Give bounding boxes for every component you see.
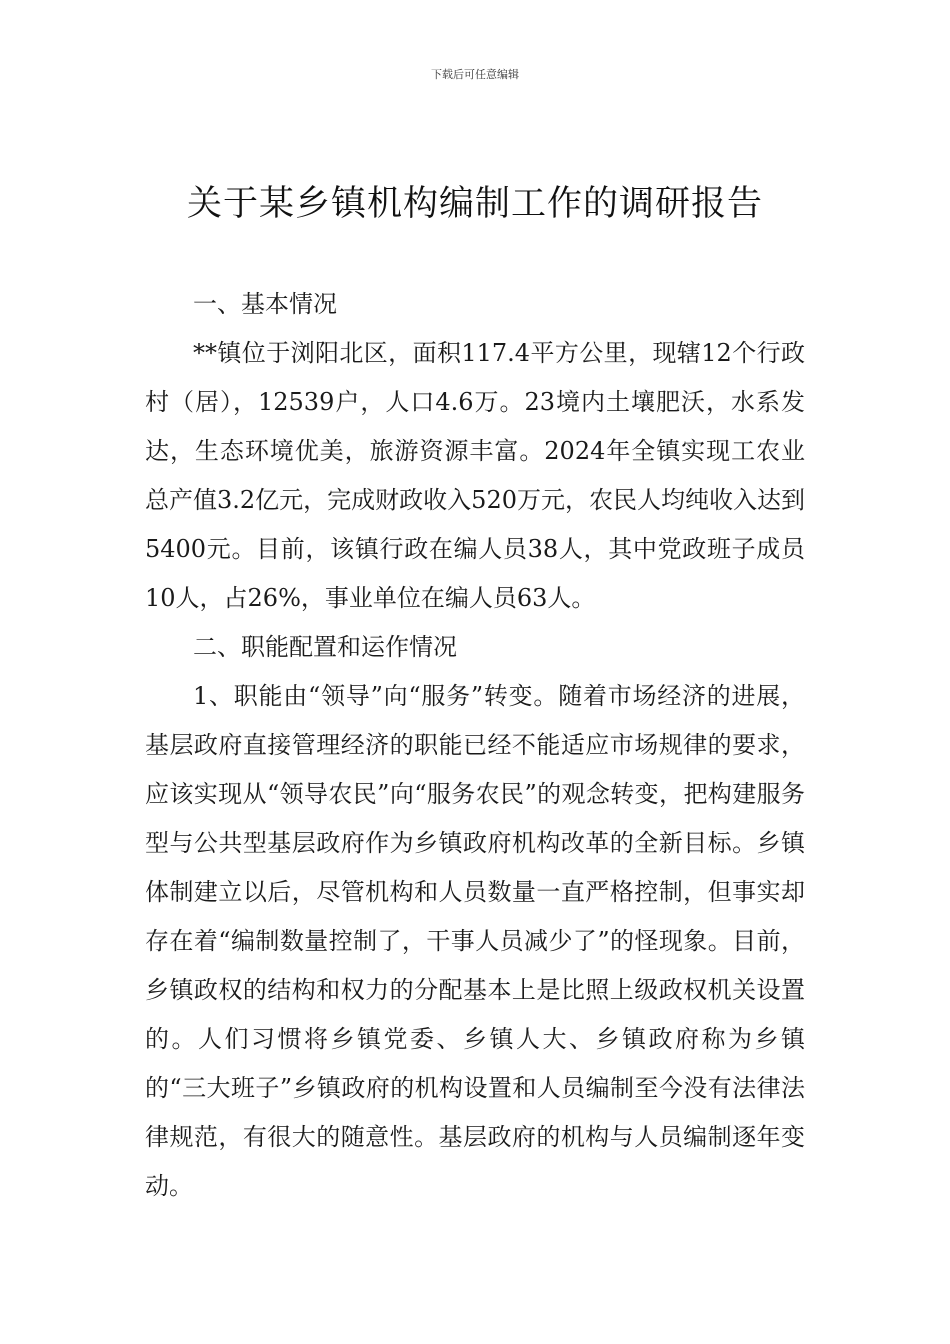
paragraph-functions: 1、职能由“领导”向“服务”转变。随着市场经济的进展，基层政府直接管理经济的职能已经不能适应市场规律的要求，应该实现从“领导农民”向“服务农民”的观念转变，把构建服务型与公共型基层政府作为乡镇政府机构改革的全新目标。乡镇体制建立以后，尽管机构和人员数量一直严格控制，但事实却存在着“编制数量控制了，干事人员减少了”的怪现象。目前，乡镇政权的结构和权力的分配基本上是比照上级政权机关设置的。人们习惯将乡镇党委、乡镇人大、乡镇政府称为乡镇的“三大班子”乡镇政府的机构设置和人员编制至今没有法律法律规范，有很大的随意性。基层政府的机构与人员编制逐年变动。 — [145, 682, 805, 1200]
header-note: 下载后可任意编辑 — [431, 68, 519, 81]
document-body — [145, 280, 805, 1211]
paragraph-basic-info: **镇位于浏阳北区，面积117.4平方公里，现辖12个行政村（居），12539户，人口4.6万。23境内土壤肥沃，水系发达，生态环境优美，旅游资源丰富。2024年全镇实现工农业总产值3.2亿元，完成财政收入520万元，农民人均纯收入达到5400元。目前，该镇行政在编人员38人，其中党政班子成员10人，占26%，事业单位在编人员63人。 — [145, 339, 805, 612]
document-title: 关于某乡镇机构编制工作的调研报告 — [186, 184, 763, 224]
section-heading-basic: 一、基本情况 — [193, 290, 337, 318]
section-heading-functions: 二、职能配置和运作情况 — [193, 633, 457, 661]
